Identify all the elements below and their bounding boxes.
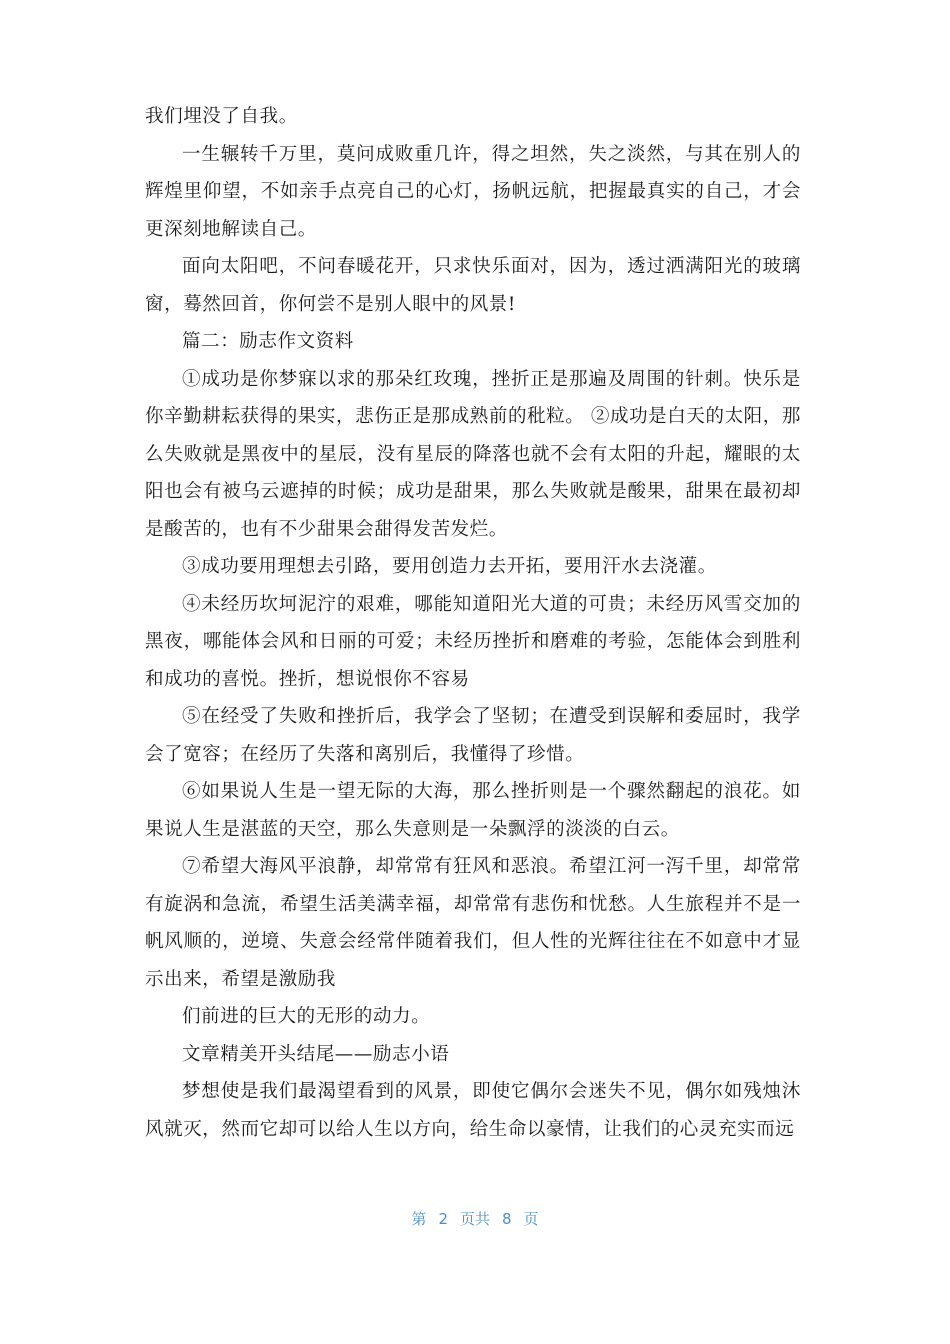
paragraph: 一生辗转千万里，莫问成败重几许，得之坦然，失之淡然，与其在别人的辉煌里仰望，不如亲手点亮自己的心灯，扬帆远航，把握最真实的自己，才会更深刻地解读自己。 bbox=[145, 143, 801, 240]
paragraph: 面向太阳吧，不问春暖花开，只求快乐面对，因为，透过洒满阳光的玻璃窗，蓦然回首，你何尝不是别人眼中的风景! bbox=[145, 256, 801, 315]
section-heading: 篇二：励志作文资料 bbox=[182, 331, 354, 352]
footer-prefix: 第 bbox=[411, 1210, 427, 1228]
paragraph: ⑤在经受了失败和挫折后，我学会了坚韧；在遭受到误解和委屈时，我学会了宽容；在经历了失落和离别后，我懂得了珍惜。 bbox=[145, 706, 801, 765]
paragraph: ④未经历坎坷泥泞的艰难，哪能知道阳光大道的可贵；未经历风雪交加的黑夜，哪能体会风和日丽的可爱；未经历挫折和磨难的考验，怎能体会到胜利和成功的喜悦。挫折，想说恨你不容易 bbox=[145, 593, 801, 690]
section-heading: 文章精美开头结尾——励志小语 bbox=[182, 1043, 450, 1065]
paragraph: ⑦希望大海风平浪静，却常常有狂风和恶浪。希望江河一泻千里，却常常有旋涡和急流，希望生活美满幸福，却常常有悲伤和忧愁。人生旅程并不是一帆风顺的，逆境、失意会经常伴随着我们，但人性的光辉往往在不如意中才显示出来，希望是激励我 bbox=[145, 856, 801, 990]
footer-middle: 页共 bbox=[459, 1210, 490, 1228]
footer-total-pages: 8 bbox=[502, 1210, 512, 1228]
footer-current-page: 2 bbox=[438, 1210, 448, 1228]
document-body bbox=[145, 98, 801, 1148]
paragraph: 们前进的巨大的无形的动力。 bbox=[182, 1006, 431, 1027]
paragraph: 我们埋没了自我。 bbox=[145, 106, 298, 127]
paragraph: ③成功要用理想去引路，要用创造力去开拓，要用汗水去浇灌。 bbox=[182, 556, 717, 577]
paragraph: ①成功是你梦寐以求的那朵红玫瑰，挫折正是那遍及周围的针刺。快乐是你辛勤耕耘获得的果实，悲伤正是那成熟前的秕粒。 ②成功是白天的太阳，那么失败就是黑夜中的星辰，没有星辰的降落也就不会有太阳的升起，耀眼的太阳也会有被乌云遮掉的时候；成功是甜果，那么失败就是酸果，甜果在最初却是酸苦的，也有不少甜果会甜得发苦发烂。 bbox=[145, 368, 801, 540]
paragraph: ⑥如果说人生是一望无际的大海，那么挫折则是一个骤然翻起的浪花。如果说人生是湛蓝的天空，那么失意则是一朵飘浮的淡淡的白云。 bbox=[145, 781, 801, 840]
paragraph: 梦想使是我们最渴望看到的风景，即使它偶尔会迷失不见，偶尔如残烛沐风就灭，然而它却可以给人生以方向，给生命以豪情，让我们的心灵充实而远 bbox=[145, 1081, 801, 1140]
page-footer bbox=[0, 1208, 950, 1229]
footer-suffix: 页 bbox=[523, 1210, 539, 1228]
